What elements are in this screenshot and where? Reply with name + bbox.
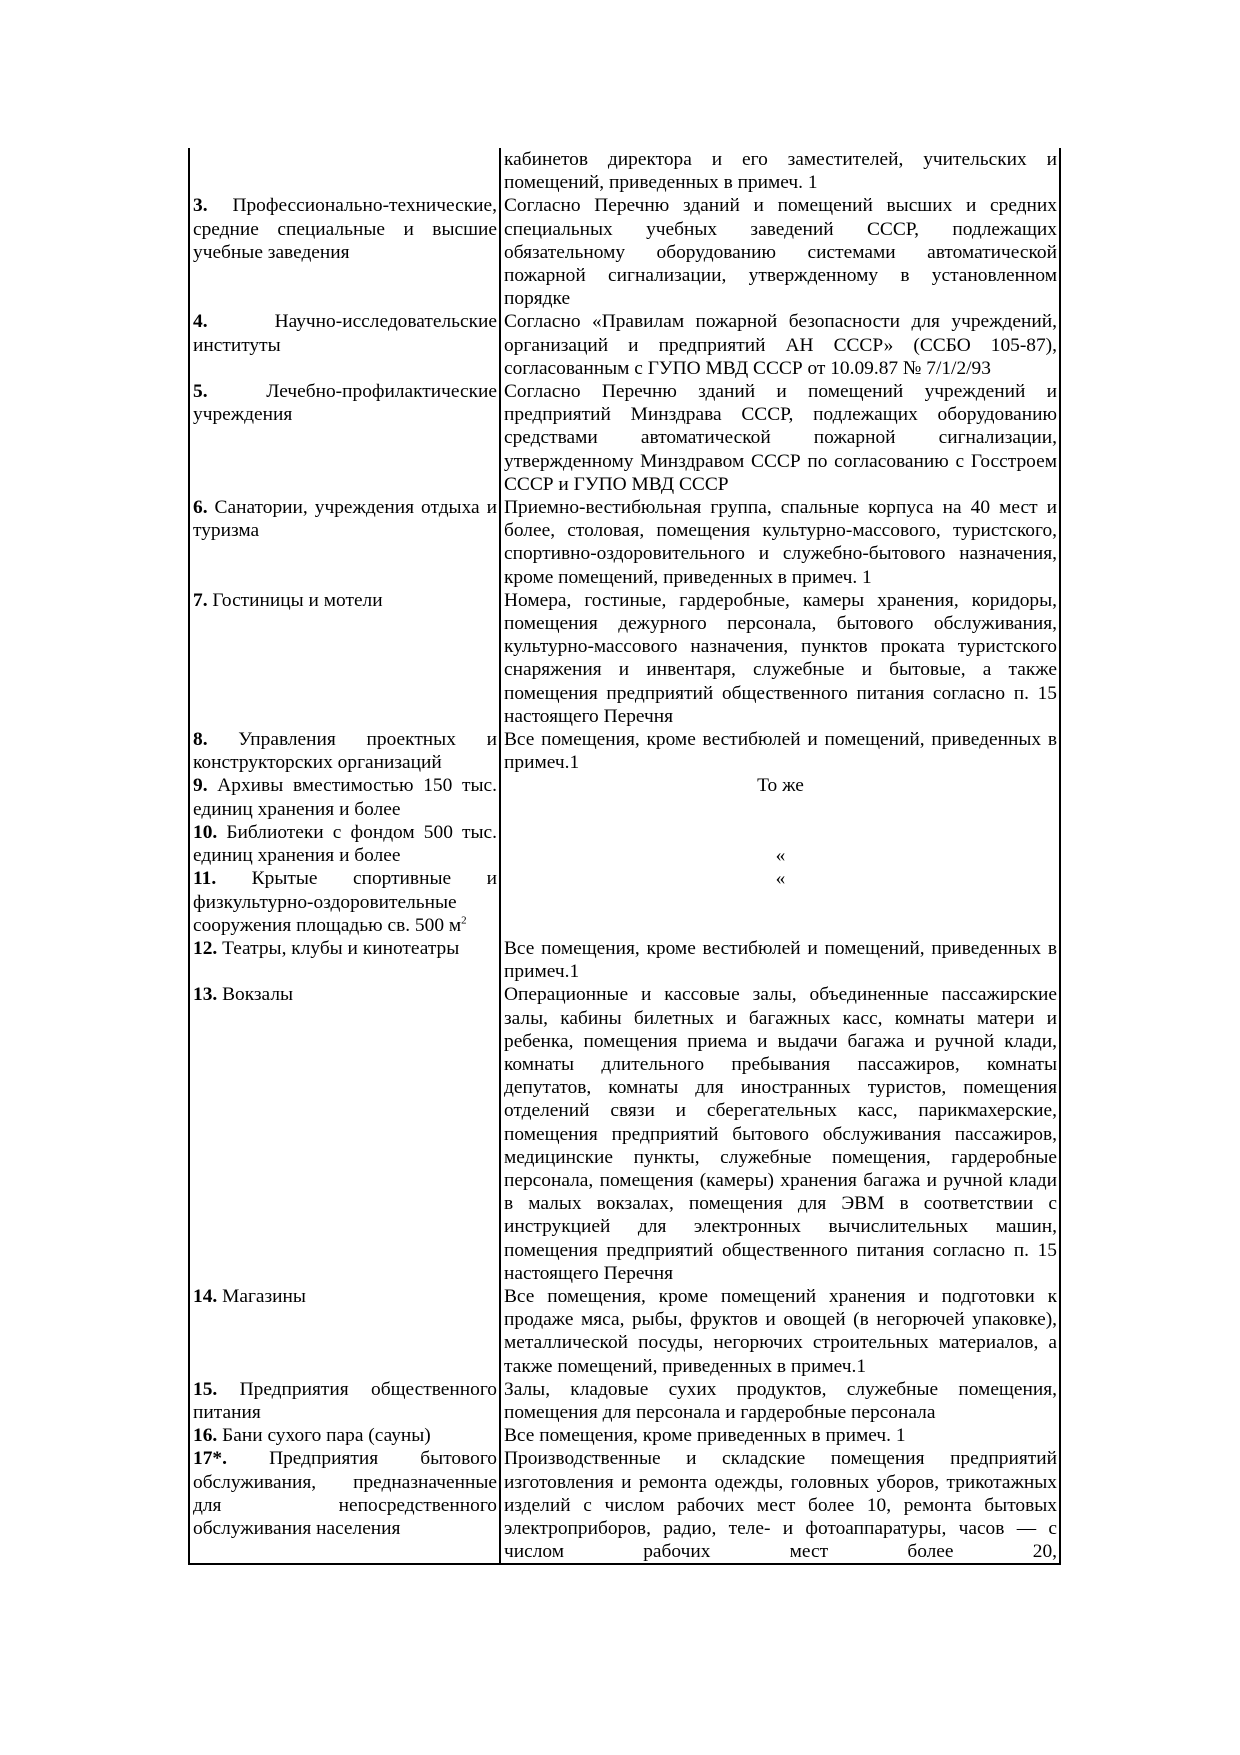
premises-cell: кабинетов директора и его заместителей, учительских и помещений, приведенных в примеч. 1 [500,148,1060,194]
object-name-cell [189,589,500,728]
object-name: Предприятия общественного питания [193,1378,497,1423]
table-row [189,983,1060,1285]
table-row [189,1285,1060,1378]
table-row [189,774,1060,820]
object-name: Лечебно-профилактические учреждения [193,381,497,426]
premises-cell: Производственные и складские помещения предприятий изготовления и ремонта одежды, головных уборов, трикотажных изделий с числом рабочих мест более 10, ремонта бытовых электроприборов, радио, теле- и фотоаппаратуры, часов — с числом рабочих мест более 20, [500,1447,1060,1564]
object-name: Вокзалы [217,984,294,1006]
item-number: 17*. [193,1448,227,1470]
object-name: Профессионально-технические, средние специальные и высшие учебные заведения [193,195,497,263]
premises-cell: Согласно Перечню зданий и помещений учреждений и предприятий Минздрава СССР, подлежащих оборудованию средствами автоматической пожарной сигнализации, утвержденному Минздравом СССР по согласованию с Госстроем СССР и ГУПО МВД СССР [500,380,1060,496]
table-row [189,380,1060,496]
item-number: 10. [193,821,218,843]
premises-cell: Приемно-вестибюльная группа, спальные корпуса на 40 мест и более, столовая, помещения культурно-массового, туристского, спортивно-оздоровительного и служебно-бытового назначения, кроме помещений, приведенных в примеч. 1 [500,496,1060,589]
table-row [189,728,1060,774]
premises-cell: Операционные и кассовые залы, объединенные пассажирские залы, кабины билетных и багажных касс, комнаты матери и ребенка, помещения приема и выдачи багажа и ручной клади, комнаты длительного пребывания пассажиров, комнаты депутатов, комнаты для иностранных туристов, помещения отделений связи и сберегательных касс, парикмахерские, помещения предприятий бытового обслуживания пассажиров, медицинские пункты, служебные помещения, гардеробные персонала, помещения (камеры) хранения багажа и ручной клади в малых вокзалах, помещения для ЭВМ в соответствии с инструкцией для электронных вычислительных машин, помещения предприятий общественного питания согласно п. 15 настоящего Перечня [500,983,1060,1285]
premises-cell: Все помещения, кроме вестибюлей и помещений, приведенных в примеч.1 [500,937,1060,983]
object-name: Архивы вместимостью 150 тыс. единиц хранения и более [193,775,497,820]
item-number: 3. [193,195,208,217]
object-name: Санатории, учреждения отдыха и туризма [193,497,497,542]
object-name: Бани сухого пара (сауны) [217,1425,431,1447]
item-number: 5. [193,381,208,403]
premises-cell: « [500,867,1060,937]
object-name: Театры, клубы и кинотеатры [217,937,460,959]
object-name-cell [189,496,500,589]
object-name-cell [189,310,500,380]
ditto-mark: « [775,845,786,867]
object-name-cell [189,148,500,194]
premises-cell: Все помещения, кроме вестибюлей и помещений, приведенных в примеч.1 [500,728,1060,774]
object-name-cell [189,1447,500,1564]
premises-cell [500,821,1060,867]
premises-cell: Залы, кладовые сухих продуктов, служебные помещения, помещения для персонала и гардеробные персонала [500,1378,1060,1424]
object-name-cell [189,1378,500,1424]
premises-cell: Согласно Перечню зданий и помещений высших и средних специальных учебных заведений СССР, подлежащих обязательному оборудованию системами автоматической пожарной сигнализации, утвержденному в установленном порядке [500,194,1060,310]
premises-cell: Все помещения, кроме приведенных в примеч. 1 [500,1424,1060,1447]
object-name: Гостиницы и мотели [207,589,383,611]
item-number: 15. [193,1378,218,1400]
table-row [189,148,1060,194]
object-name: Предприятия бытового обслуживания, предназначенные для непосредственного обслуживания населения [193,1448,497,1539]
object-name-cell [189,728,500,774]
object-name-cell [189,194,500,310]
table-row [189,867,1060,937]
table-row [189,589,1060,728]
table-row [189,1424,1060,1447]
table-row [189,1447,1060,1564]
table-row [189,937,1060,983]
object-name-cell [189,380,500,496]
item-number: 9. [193,775,208,797]
table-row [189,194,1060,310]
item-number: 4. [193,311,208,333]
table-row [189,310,1060,380]
object-name-cell [189,983,500,1285]
premises-cell: То же [500,774,1060,820]
object-name-cell [189,821,500,867]
item-number: 12. [193,937,218,959]
item-number: 8. [193,729,208,751]
item-number: 13. [193,984,218,1006]
premises-cell: Все помещения, кроме помещений хранения и подготовки к продаже мяса, рыбы, фруктов и овощей (в негорючей упаковке), металлической посуды, негорючих строительных материалов, а также помещений, приведенных в примеч.1 [500,1285,1060,1378]
premises-cell: Номера, гостиные, гардеробные, камеры хранения, коридоры, помещения дежурного персонала, бытового обслуживания, культурно-массового назначения, пунктов проката туристского снаряжения и инвентаря, служебные и бытовые, а также помещения предприятий общественного питания согласно п. 15 настоящего Перечня [500,589,1060,728]
table-row [189,821,1060,867]
object-name: Магазины [217,1285,306,1307]
superscript: 2 [461,914,467,927]
object-name: Управления проектных и конструкторских организаций [193,729,497,774]
object-name-cell [189,937,500,983]
object-name: Научно-исследовательские институты [193,311,497,356]
item-number: 16. [193,1425,218,1447]
item-number: 6. [193,497,208,519]
premises-cell: Согласно «Правилам пожарной безопасности для учреждений, организаций и предприятий АН СССР» (ССБО 105-87), согласованным с ГУПО МВД СССР от 10.09.87 № 7/1/2/93 [500,310,1060,380]
premises-table [188,148,1061,1565]
object-name-cell [189,1285,500,1378]
table-row [189,496,1060,589]
table-row [189,1378,1060,1424]
object-name: Крытые спортивные и физкультурно-оздоровительные сооружения площадью св. 500 м [193,868,497,936]
object-name-cell [189,1424,500,1447]
object-name-cell [189,867,500,937]
item-number: 11. [193,868,217,890]
object-name: Библиотеки с фондом 500 тыс. единиц хранения и более [193,821,497,867]
object-name-cell [189,774,500,820]
item-number: 7. [193,589,208,611]
item-number: 14. [193,1285,218,1307]
